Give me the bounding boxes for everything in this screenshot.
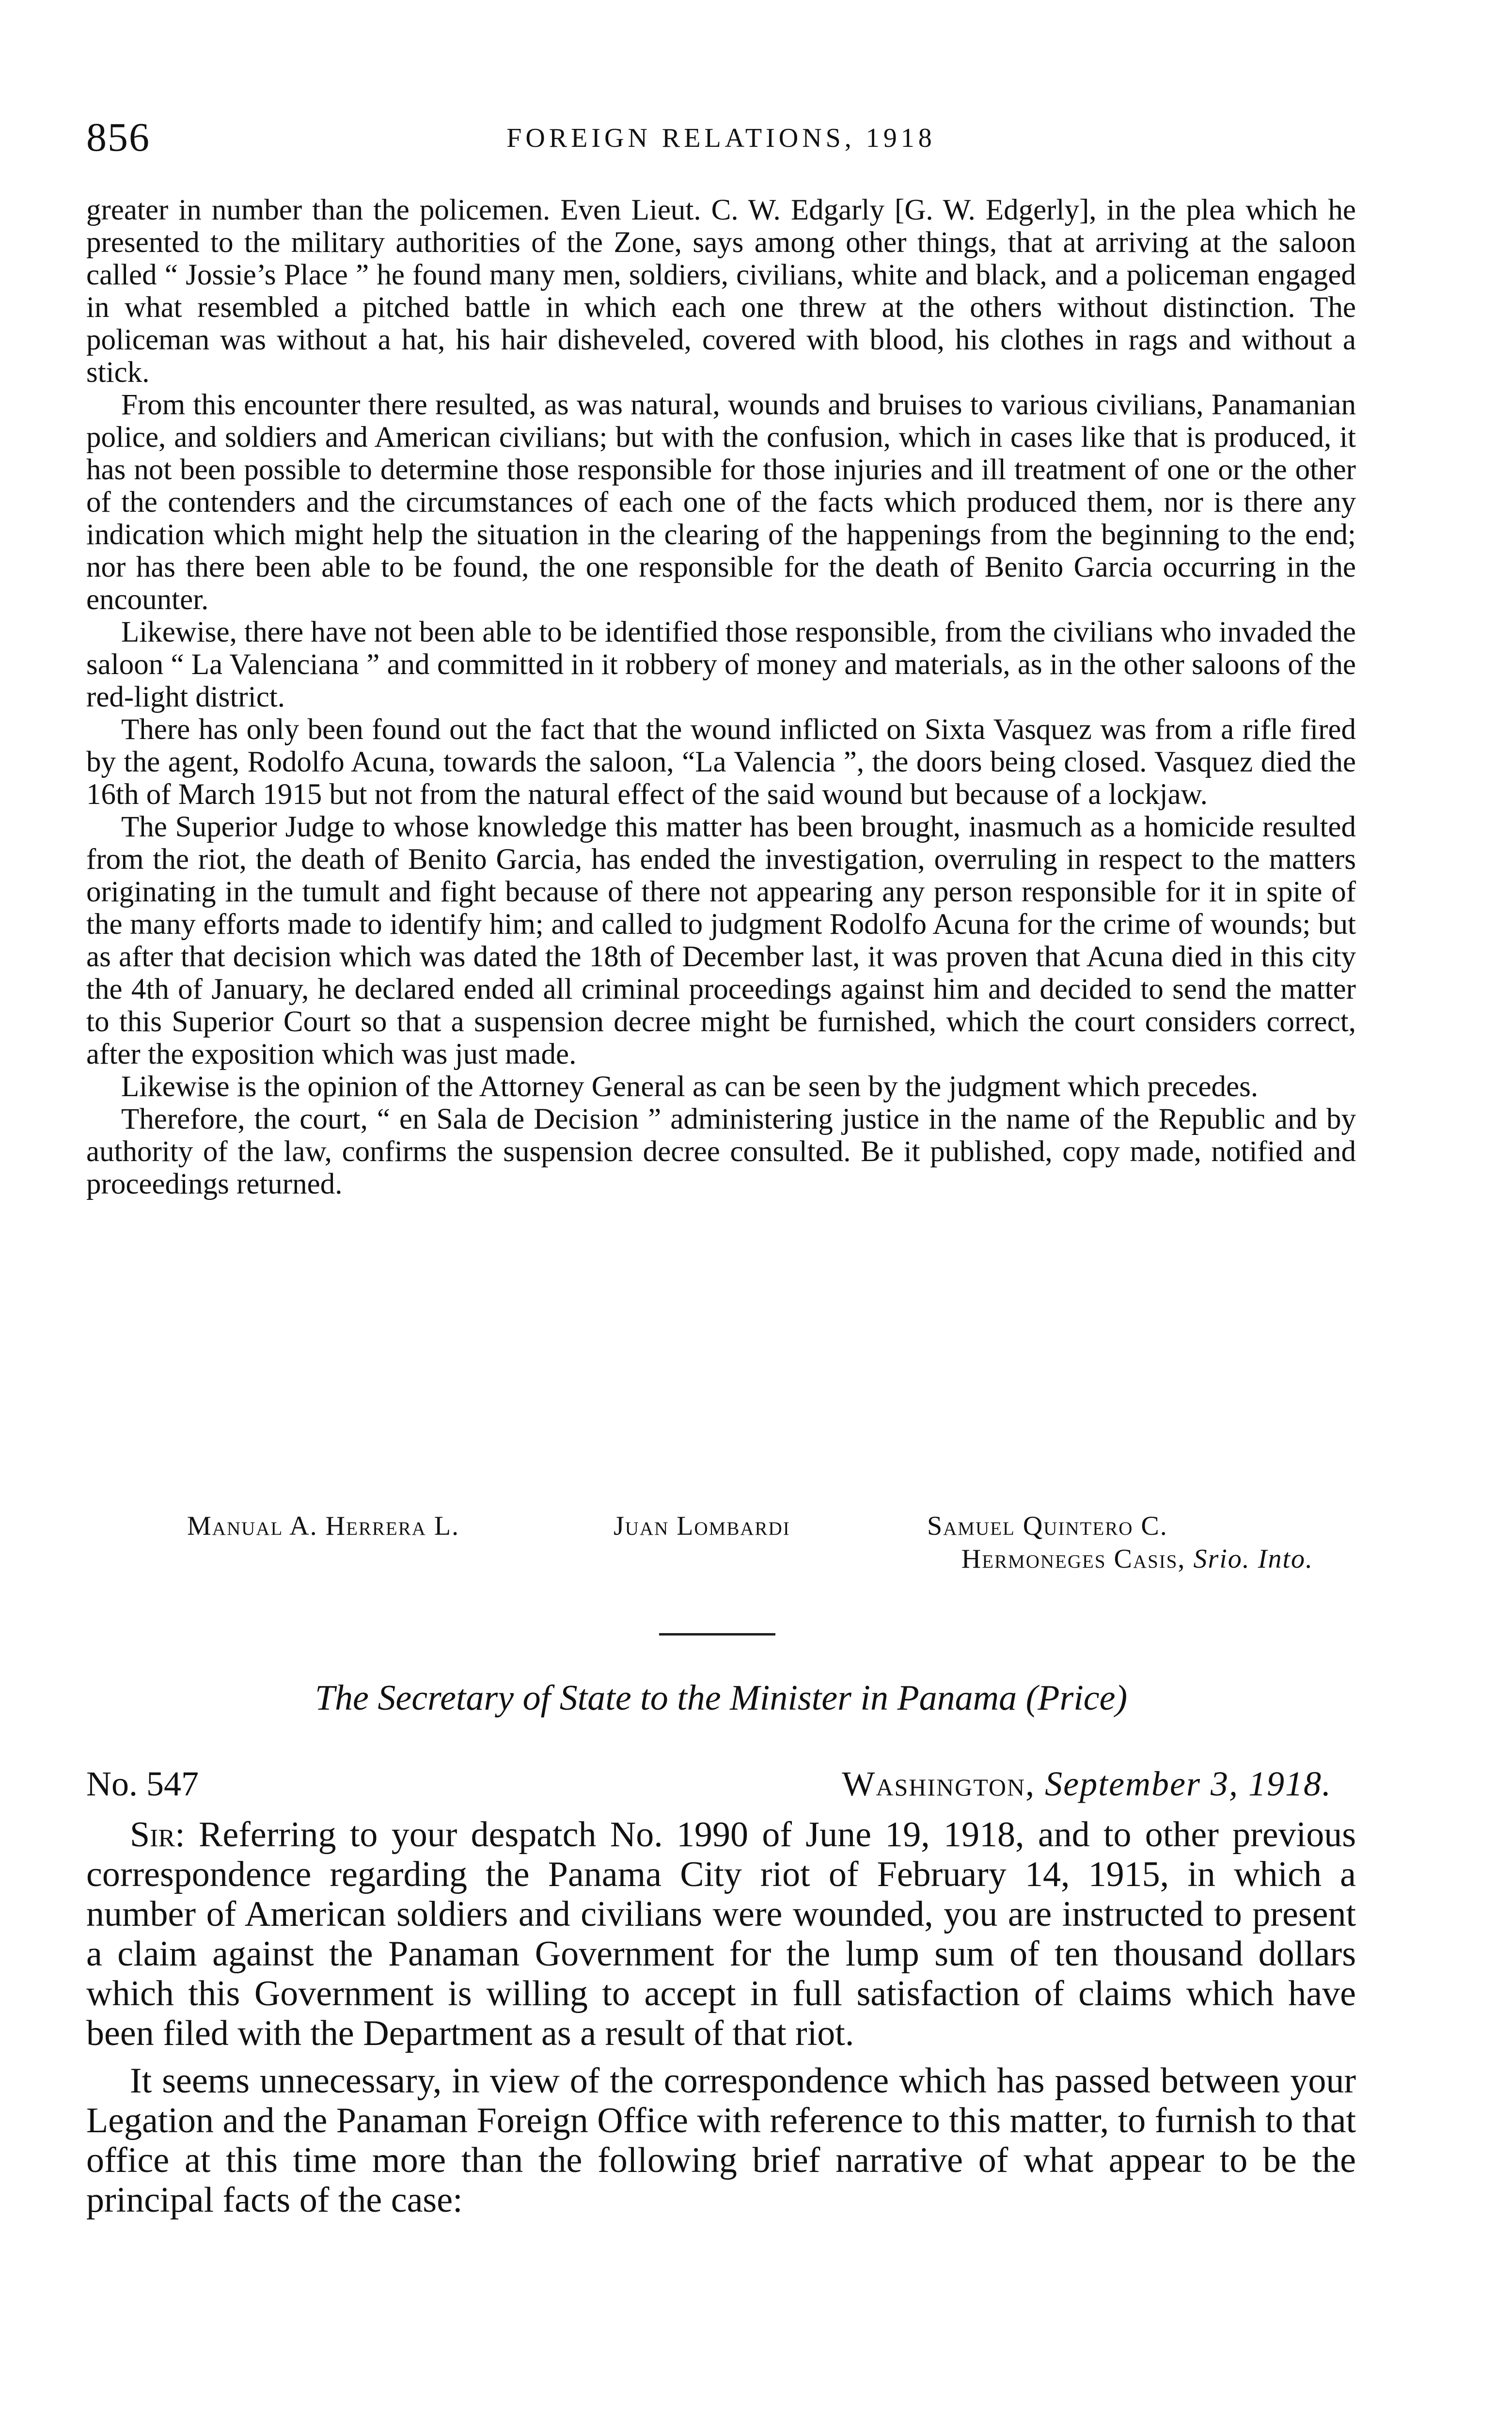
letter-paragraph: It seems unnecessary, in view of the correspondence which has passed between your Legation and the Panaman Foreign Office with reference to this matter, to furnish to that office at this time more than the following brief narrative of what appear to be the principal facts of the case: bbox=[86, 2061, 1356, 2220]
decree-text bbox=[86, 194, 1356, 1200]
page-header bbox=[86, 114, 1356, 162]
signature-herrera: Manual A. Herrera L. bbox=[187, 1511, 460, 1541]
decree-paragraph: From this encounter there resulted, as was natural, wounds and bruises to various civilians, Panamanian police, and soldiers and American civilians; but with the confusion, which in cases like that is produced, it has not been possible to determine those responsible for those injuries and ill treatment of one or the other of the contenders and the circumstances of each one of the facts which produced them, nor is there any indication which might help the situation in the clearing of the happenings from the beginning to the end; nor has there been able to be found, the one responsible for the death of Benito Garcia occurring in the encounter. bbox=[86, 389, 1356, 616]
dateline-place: Washington, bbox=[842, 1764, 1036, 1803]
document-number: No. 547 bbox=[86, 1764, 199, 1803]
section-divider bbox=[659, 1633, 775, 1636]
decree-paragraph: greater in number than the policemen. Even Lieut. C. W. Edgarly [G. W. Edgerly], in the plea which he presented to the military authorities of the Zone, says among other things, that at arriving at the saloon called “ Jossie’s Place ” he found many men, soldiers, civilians, white and black, and a policeman engaged in what resembled a pitched battle in which each one threw at the others without distinction. The policeman was without a hat, his hair disheveled, covered with blood, his clothes in rags and without a stick. bbox=[86, 194, 1356, 389]
salutation: Sir: bbox=[130, 1815, 185, 1855]
decree-paragraph: Likewise, there have not been able to be identified those responsible, from the civilians who invaded the saloon “ La Valenciana ” and committed in it robbery of money and materials, as in the other saloons of the red-light district. bbox=[86, 616, 1356, 713]
signature-quintero: Samuel Quintero C. bbox=[927, 1511, 1168, 1541]
letter-paragraph-text: Referring to your despatch No. 1990 of June 19, 1918, and to other previous correspondence regarding the Panama City riot of February 14, 1915, in which a number of American soldiers and civilians were wounded, you are instructed to present a claim against the Panaman Government for the lump sum of ten thousand dollars which this Government is willing to accept in full satisfaction of claims which have been filed with the Department as a result of that riot. bbox=[86, 1815, 1356, 2053]
document-title: The Secretary of State to the Minister in Panama (Price) bbox=[315, 1678, 1128, 1718]
signature-casis: Hermoneges Casis, bbox=[961, 1544, 1186, 1574]
signature-block bbox=[86, 1510, 1356, 1575]
signature-lombardi: Juan Lombardi bbox=[614, 1511, 790, 1541]
decree-paragraph: The Superior Judge to whose knowledge this matter has been brought, inasmuch as a homicide resulted from the riot, the death of Benito Garcia, has ended the investigation, overruling in respect to the matters originating in the tumult and fight because of there not appearing any person responsible for it in spite of the many efforts made to identify him; and called to judgment Rodolfo Acuna for the crime of wounds; but as after that decision which was dated the 18th of December last, it was proven that Acuna died in this city the 4th of January, he declared ended all criminal proceedings against him and decided to send the matter to this Superior Court so that a suspension decree might be furnished, which the court considers correct, after the exposition which was just made. bbox=[86, 811, 1356, 1070]
dateline-date: September 3, 1918. bbox=[1045, 1764, 1332, 1803]
letter-body bbox=[86, 1815, 1356, 2220]
dateline bbox=[842, 1764, 1332, 1804]
decree-paragraph: Likewise is the opinion of the Attorney General as can be seen by the judgment which precedes. bbox=[121, 1070, 1259, 1103]
page-number: 856 bbox=[86, 115, 150, 160]
decree-paragraph: There has only been found out the fact that the wound inflicted on Sixta Vasquez was from a rifle fired by the agent, Rodolfo Acuna, towards the saloon, “La Valencia ”, the doors being closed. Vasquez died the 16th of March 1915 but not from the natural effect of the said wound but because of a lockjaw. bbox=[86, 713, 1356, 811]
decree-paragraph: Therefore, the court, “ en Sala de Decision ” administering justice in the name of the Republic and by authority of the law, confirms the suspension decree consulted. Be it published, copy made, notified and proceedings returned. bbox=[86, 1103, 1356, 1200]
letter-paragraph bbox=[86, 1815, 1356, 2053]
document-meta bbox=[86, 1764, 1356, 1808]
signature-casis-title: Srio. Into. bbox=[1193, 1544, 1313, 1574]
running-head: FOREIGN RELATIONS, 1918 bbox=[506, 123, 936, 153]
